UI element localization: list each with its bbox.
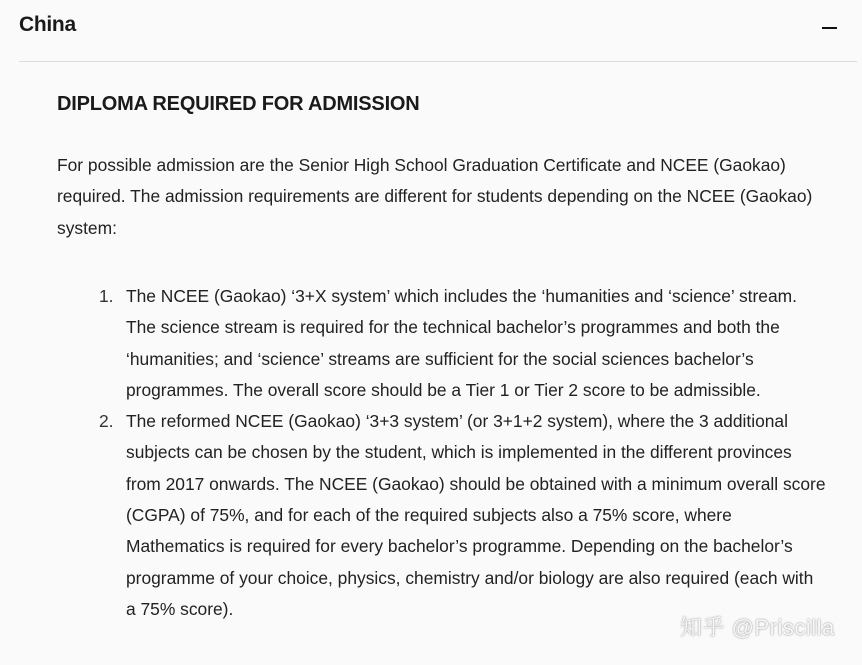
- list-item-text: The NCEE (Gaokao) ‘3+X system’ which includes the ‘humanities and ‘science’ stream. The science stream is required for the technical bachelor’s programmes and both the ‘humanities; and ‘science’ streams are sufficient for the social sciences bachelor’s programmes. The overall score should be a Tier 1 or Tier 2 score to be admissible.: [126, 286, 797, 400]
- list-item: [99, 281, 826, 406]
- section-heading: DIPLOMA REQUIRED FOR ADMISSION: [57, 93, 420, 115]
- watermark: 知乎 @Priscilla: [680, 615, 835, 640]
- accordion-title: China: [19, 13, 76, 36]
- list-item-number: 1.: [99, 286, 114, 306]
- requirements-list: [99, 281, 826, 625]
- minus-icon[interactable]: [822, 27, 837, 29]
- list-item-number: 2.: [99, 411, 114, 432]
- list-item: [99, 406, 826, 625]
- intro-paragraph: For possible admission are the Senior High School Graduation Certificate and NCEE (Gaokao) required. The admission requirements are different for students depending on the NCEE (Gaokao) system:: [57, 155, 813, 238]
- list-item-text: The reformed NCEE (Gaokao) ‘3+3 system’ (or 3+1+2 system), where the 3 additional subjects can be chosen by the student, which is implemented in the different provinces from 2017 onwards. The NCEE (Gaokao) should be obtained with a minimum overall score (CGPA) of 75%, and for each of the required subjects also a 75% score, where Mathematics is required for every bachelor’s programme. Depending on the bachelor’s programme of your choice, physics, chemistry and/or biology are also required (each with a 75% score).: [126, 411, 826, 619]
- accordion-header-china[interactable]: [19, 0, 857, 62]
